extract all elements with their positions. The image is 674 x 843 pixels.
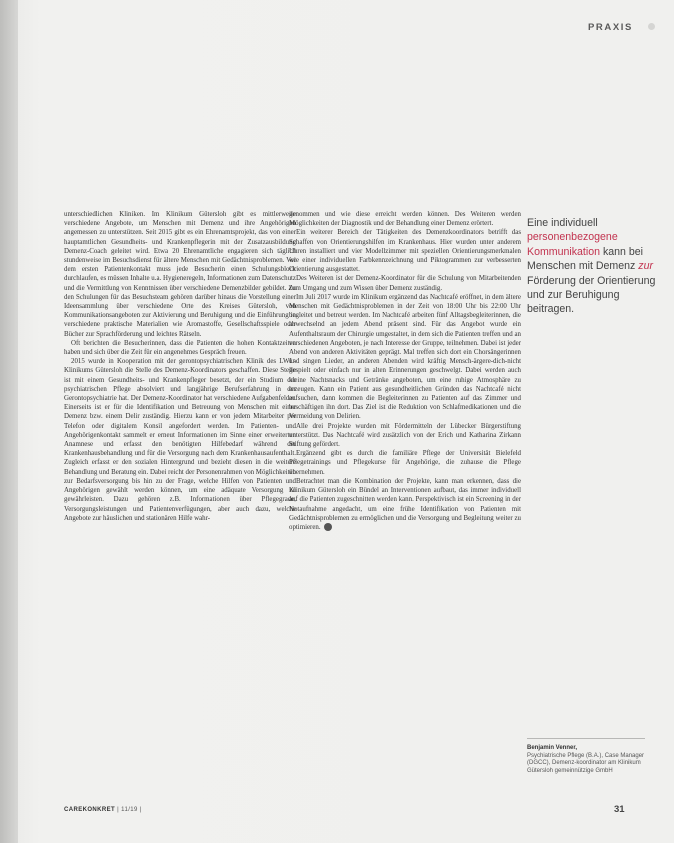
bio-divider — [527, 738, 645, 739]
page-number: 31 — [614, 804, 625, 815]
col1-paragraph: 2015 wurde in Kooperation mit der gerontopsychiatrischen Klinik des LWL-Klinikums Gütersloh die Stelle des Demenz-Koordinators geschaffen. Diese Stelle ist mit einem Gesundheits- und Krankenpfleger besetzt, der ein Studium der psychiatrischen Pflege absolviert und langjährige Berufserfahrung in der Gerontopsychiatrie hat. Der Demenz-Koordinator hat verschiedene Aufgabenfelder. Einerseits ist er für die Identifikation und Betreuung von Menschen mit einer Demenz bzw. einem Delir zuständig. Hierzu kann er von jedem Mitarbeiter per Telefon oder digitalem Konsil angefordert werden. Im Patienten- und Angehörigenkontakt sammelt er erneut Informationen im Sinne einer erweiterten Anamnese und erfasst den benötigten Hilfebedarf während der Krankenhausbehandlung und für die Versorgung nach dem Krankenhausaufenthalt. Zugleich erfasst er den sozialen Hintergrund und bezieht diesen in die weitere Behandlung und Beratung ein. Dabei reicht der Personenrahmen von Möglichkeiten zur Bedarfsversorgung bis hin zu der Frage, welche Hilfen von Patienten und Angehörigen gewählt werden können, um eine adäquate Versorgung zu gewährleisten. Dazu gehören z.B. Informationen über Pflegegrade, Versorgungsleistungen und Patientenverfügungen, aber auch dazu, welche Angebote zur häuslichen und stationären Hilfe wahr- — [64, 358, 296, 522]
article-column-left — [64, 210, 296, 523]
page-headline-faded — [110, 72, 630, 177]
col2-paragraph: Ergänzend gibt es durch die familiäre Pflege der Universität Bielefeld Pflegetrainings und Pflegekurse für Angehörige, die zuhause die Pflege übernehmen. — [289, 450, 521, 476]
footer-magazine — [64, 807, 142, 813]
col2-paragraph: Im Juli 2017 wurde im Klinikum ergänzend das Nachtcafé eröffnet, in dem ältere Menschen mit Gedächtnisproblemen in der Zeit von 18:00 Uhr bis 22:00 Uhr begleitet und betreut werden. Im Nachtcafé arbeiten fünf Alltagsbegleiterinnen, die abwechselnd an jedem Abend präsent sind. Für das Angebot wurde ein Aufenthaltsraum der Chirurgie umgestaltet, in dem sich die Patienten treffen und an verschiedenen Angeboten, je nach Interesse der Gruppe, teilnehmen. Dabei ist jeder Abend von anderen Aktivitäten geprägt. Mal treffen sich dort ein Chorsängerinnen und singen Lieder, an anderen Abenden wird kräftig Mensch-ärgere-dich-nicht gespielt oder einfach nur in alten Erinnerungen geschwelgt. Dabei werden auch kleine Nachtsnacks und Getränke angeboten, um eine ruhige Atmosphäre zu erzeugen. Kann ein Patient aus gesundheitlichen Gründen das Nachtcafé nicht aufsuchen, dann kommen die Begleiterinnen zu Patienten auf das Zimmer und beschäftigen ihn dort. Das Ziel ist die Reduktion von Schlafmedikationen und die Vermeidung von Delirien. — [289, 293, 521, 421]
col2-paragraph: Des Weiteren ist der Demenz-Koordinator für die Schulung von Mitarbeitenden zum Umgang und zum Wissen über Demenz zuständig. — [289, 275, 521, 292]
pullquote-text: kann bei Menschen mit Demenz — [527, 245, 644, 273]
pullquote-highlight: personenbezogene Kommunikation — [527, 231, 618, 258]
section-marker-icon — [648, 23, 655, 30]
col2-final-text: Betrachtet man die Kombination der Projekte, kann man erkennen, dass die Klinikum Gütersloh ein Bündel an Interventionen aufbaut, das immer individuell auf die Patienten zugeschnitten werden kann. Perspektivisch ist ein Screening in der Notaufnahme angedacht, um eine frühe Identifikation von Patienten mit Gedächtnisproblemen zu ermöglichen und die Versorgung und Begleitung weiter zu optimieren. — [289, 477, 521, 531]
col2-paragraph: genommen und wie diese erreicht werden können. Des Weiteren werden Möglichkeiten der Diagnostik und der Behandlung einer Demenz erörtert. — [289, 211, 521, 228]
col1-paragraph: Oft berichten die Besucherinnen, dass die Patienten die hohen Kontaktzeiten haben und sich über die Zeit für ein angenehmes Gespräch freuen. — [64, 339, 296, 357]
pullquote-text: Förderung der Orientierung und zur Beruhigung beitragen. — [527, 274, 656, 316]
author-bio — [527, 745, 647, 775]
col2-paragraph: Alle drei Projekte wurden mit Fördermitteln der Lübecker Bürgerstiftung unterstützt. Das Nachtcafé wird zusätzlich von der Erich und Katharina Zirkann Stiftung gefördert. — [289, 422, 521, 449]
page-spine-shadow — [0, 0, 18, 843]
section-label: PRAXIS — [588, 22, 633, 33]
col2-paragraph: Ein weiterer Bereich der Tätigkeiten des Demenzkoordinators betrifft das Schaffen von Orientierungshilfen im Krankenhaus. Hier wurden unter anderem Uhren installiert und vier Modellzimmer mit speziellen Orientierungsmerkmalen wie einer individuellen Farbkennzeichnung und Piktogrammen zur verbesserten Orientierung ausgestattet. — [289, 229, 521, 274]
pull-quote — [527, 216, 667, 317]
article-column-middle — [289, 210, 521, 532]
pullquote-accent: zur — [638, 260, 653, 273]
col1-paragraph: unterschiedlichen Kliniken. Im Klinikum Gütersloh gibt es mittlerweile verschiedene Angebote, um Menschen mit Demenz und ihre Angehörigen angemessen zu unterstützen. Seit 2015 gibt es ein Ehrenamtsprojekt, das von einer hauptamtlichen Gesundheits- und Krankenpflegerin mit der Zusatzausbildung Demenz-Coach geleitet wird. Etwa 20 Ehrenamtliche engagieren sich täglich stundenweise im Besuchsdienst für ältere Menschen mit Gedächtnisproblemen. Vor dem ersten Patientenkontakt muss jede Besucherin einen Schulungsblock durchlaufen, es müssen Inhalte u.a. Hygieneregeln, Informationen zum Datenschutz und die Vermittlung von Kenntnissen über verschiedene Demenzbilder gebildet. Zu den Schulungen für das Besuchsteam gehören darüber hinaus die Vorstellung einer Ideensammlung über verschiedene Orte des Kreises Gütersloh, von Kommunikationsangeboten zur Aktivierung und Beruhigung und die Einführung in verschiedene praktische Materialien wie Aromastoffe, Gesellschaftsspiele oder Bücher zur Sprachförderung und leichtes Rätseln. — [64, 211, 296, 338]
magazine-name: CAREKONKRET — [64, 807, 116, 813]
author-details: Psychiatrische Pflege (B.A.), Case Manager (DGCC), Demenz-koordinator am Klinikum Gütersloh gemeinnützige GmbH — [527, 752, 645, 774]
issue-number: | 11/19 | — [117, 807, 142, 813]
col2-paragraph-final — [289, 477, 521, 532]
pullquote-text: Eine individuell — [527, 217, 598, 229]
author-name: Benjamin Venner, — [527, 745, 578, 751]
article-end-icon — [324, 523, 332, 531]
